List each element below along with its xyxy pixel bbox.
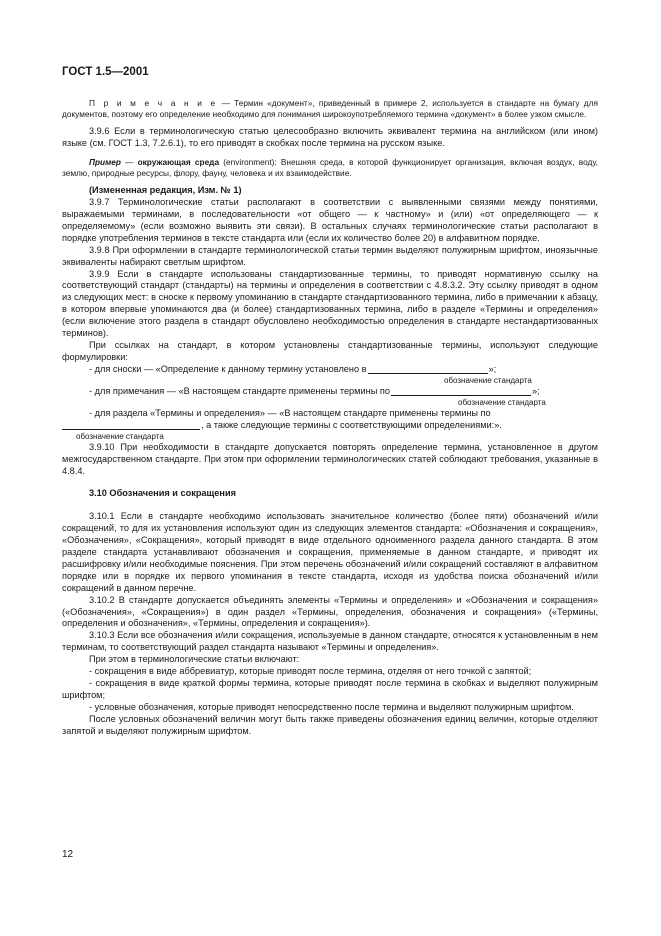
section-3-10-title: 3.10 Обозначения и сокращения xyxy=(89,488,236,499)
clause-3-10-3: 3.10.3 Если все обозначения и/или сокращения, используемые в данном стандарте, относятся к установленным в нем терминам, то соответствующий раздел стандарта называют «Термины и определения». xyxy=(62,630,598,653)
clause-3-10-3-list-intro: При этом в терминологические статьи включают: xyxy=(89,654,300,665)
note-paragraph xyxy=(62,98,598,119)
list-item: - условные обозначения, которые приводят непосредственно после термина и выделяют полужирным шрифтом. xyxy=(89,701,574,712)
example-text: (environment): Внешняя среда, в которой функционирует организация, включая воздух, воду, землю, природные ресурсы, флору, фауну, человека и их взаимодействие. xyxy=(62,157,598,178)
section-reference-suffix: , а также следующие термины с соответствующими определениями:». xyxy=(201,419,502,430)
note-text: — Термин «документ», приведенный в примере 2, используется в стандарте на бумагу для документов, поэтому его определение необходимо для понимания широкоупотребляемого термина «документ» в более узком смысле. xyxy=(62,98,598,119)
example-label: Пример xyxy=(89,157,121,167)
standard-designation-blank xyxy=(62,420,200,430)
note-label: П р и м е ч а н и е xyxy=(89,98,218,108)
footnote-reference-suffix: »; xyxy=(488,363,497,374)
list-item: - сокращения в виде аббревиатур, которые приводят после термина, отделяя от него точкой с запятой; xyxy=(89,666,532,677)
clause-3-9-8: 3.9.8 При оформлении в стандарте терминологической статьи термин выделяют полужирным шрифтом, иноязычные эквиваленты набирают светлым шрифтом. xyxy=(62,244,598,267)
document-header: ГОСТ 1.5—2001 xyxy=(62,66,149,78)
example-paragraph xyxy=(62,157,598,178)
closing-paragraph: После условных обозначений величин могут быть также приведены обозначения единиц величин, которые отделяют запятой и выделяют полужирным шрифтом. xyxy=(62,713,598,736)
section-reference-continuation xyxy=(62,420,598,432)
standard-designation-caption: обозначение стандарта xyxy=(76,431,164,441)
list-item: - сокращения в виде краткой формы термина, которые приводят после термина в скобках и выделяют полужирным шрифтом; xyxy=(62,678,598,700)
example-dash: — xyxy=(120,157,138,167)
clause-3-9-9-formulas: При ссылках на стандарт, в котором установлены стандартизованные термины, используют следующие формулировки: xyxy=(62,339,598,362)
page-number: 12 xyxy=(62,849,74,860)
note-reference-suffix: »; xyxy=(531,385,540,396)
clause-3-9-9: 3.9.9 Если в стандарте использованы стандартизованные термины, то приводят нормативную ссылку на соответствующий стандарт (стандарты) на термины и определения в соответствии с 4.8.3.2. Эту ссылку приводят в одном из следующих мест: в сноске к первому упоминанию в стандарте стандартизованного термина, либо в примечании к абзацу, в котором впервые упоминаются два (и более) стандартизованных термина, либо в разделе «Термины и определения» (если включение этого раздела в стандарт обусловлено необходимостью определения в стандарте нестандартизованных терминов). xyxy=(62,268,598,339)
clause-3-10-1: 3.10.1 Если в стандарте необходимо использовать значительное количество (более пяти) обозначений и/или сокращений, то для их установления используют один из следующих элементов стандарта: «Обозначения и сокращения», «Обозначения», «Сокращения», который приводят в виде отдельного одноименного раздела данного стандарта. В этом разделе стандарта устанавливают обозначения и сокращения, применяемые в данном стандарте, и приводят их расшифровку и/или необходимые пояснения. При этом перечень обозначений и/или сокращений составляют в алфавитном порядке или в порядке их первого упоминания в тексте стандарта, исходя из удобства поиска обозначений и/или сокращений в данном перечне. xyxy=(62,511,598,593)
edition-note: (Измененная редакция, Изм. № 1) xyxy=(89,185,242,196)
standard-designation-caption: обозначение стандарта xyxy=(458,397,546,407)
section-reference-line: - для раздела «Термины и определения» — «В настоящем стандарте применены термины по xyxy=(89,407,491,418)
note-reference-line xyxy=(62,386,598,398)
example-term: окружающая среда xyxy=(137,157,220,167)
clause-3-9-10: 3.9.10 При необходимости в стандарте допускается повторять определение термина, установленное в другом межгосударственном стандарте. При этом при оформлении терминологических статей соблюдают требования, указанные в 4.8.4. xyxy=(62,441,598,476)
footnote-reference-line xyxy=(62,364,598,376)
document-body xyxy=(62,98,598,738)
clause-3-9-6: 3.9.6 Если в терминологическую статью целесообразно включить эквивалент термина на английском (или ином) языке (см. ГОСТ 1.3, 7.2.6.1), то его приводят в скобках после термина на русском языке. xyxy=(62,126,598,149)
standard-designation-caption: обозначение стандарта xyxy=(444,375,532,385)
standard-designation-blank xyxy=(391,386,531,396)
note-reference-prefix: - для примечания — «В настоящем стандарте применены термины по xyxy=(89,385,390,396)
standard-designation-blank xyxy=(368,364,488,374)
clause-3-9-7: 3.9.7 Терминологические статьи располагают в соответствии с выявленными связями между понятиями, выражаемыми терминами, в последовательности «от общего — к частному» и (или) «от определяющего — к определяемому» (если возможно выявить эти связи). В остальных случаях терминологические статьи располагают в порядке употребления терминов в тексте стандарта или (если их количество более 20) в алфавитном порядке. xyxy=(62,197,598,243)
clause-3-10-2: 3.10.2 В стандарте допускается объединять элементы «Термины и определения» и «Обозначения и сокращения» («Обозначения», «Сокращения») в один раздел «Термины, определения, обозначения и сокращения» («Термины, определения и обозначения», «Термины, определения и сокращения»). xyxy=(62,594,598,629)
footnote-reference-prefix: - для сноски — «Определение к данному термину установлено в xyxy=(89,363,367,374)
